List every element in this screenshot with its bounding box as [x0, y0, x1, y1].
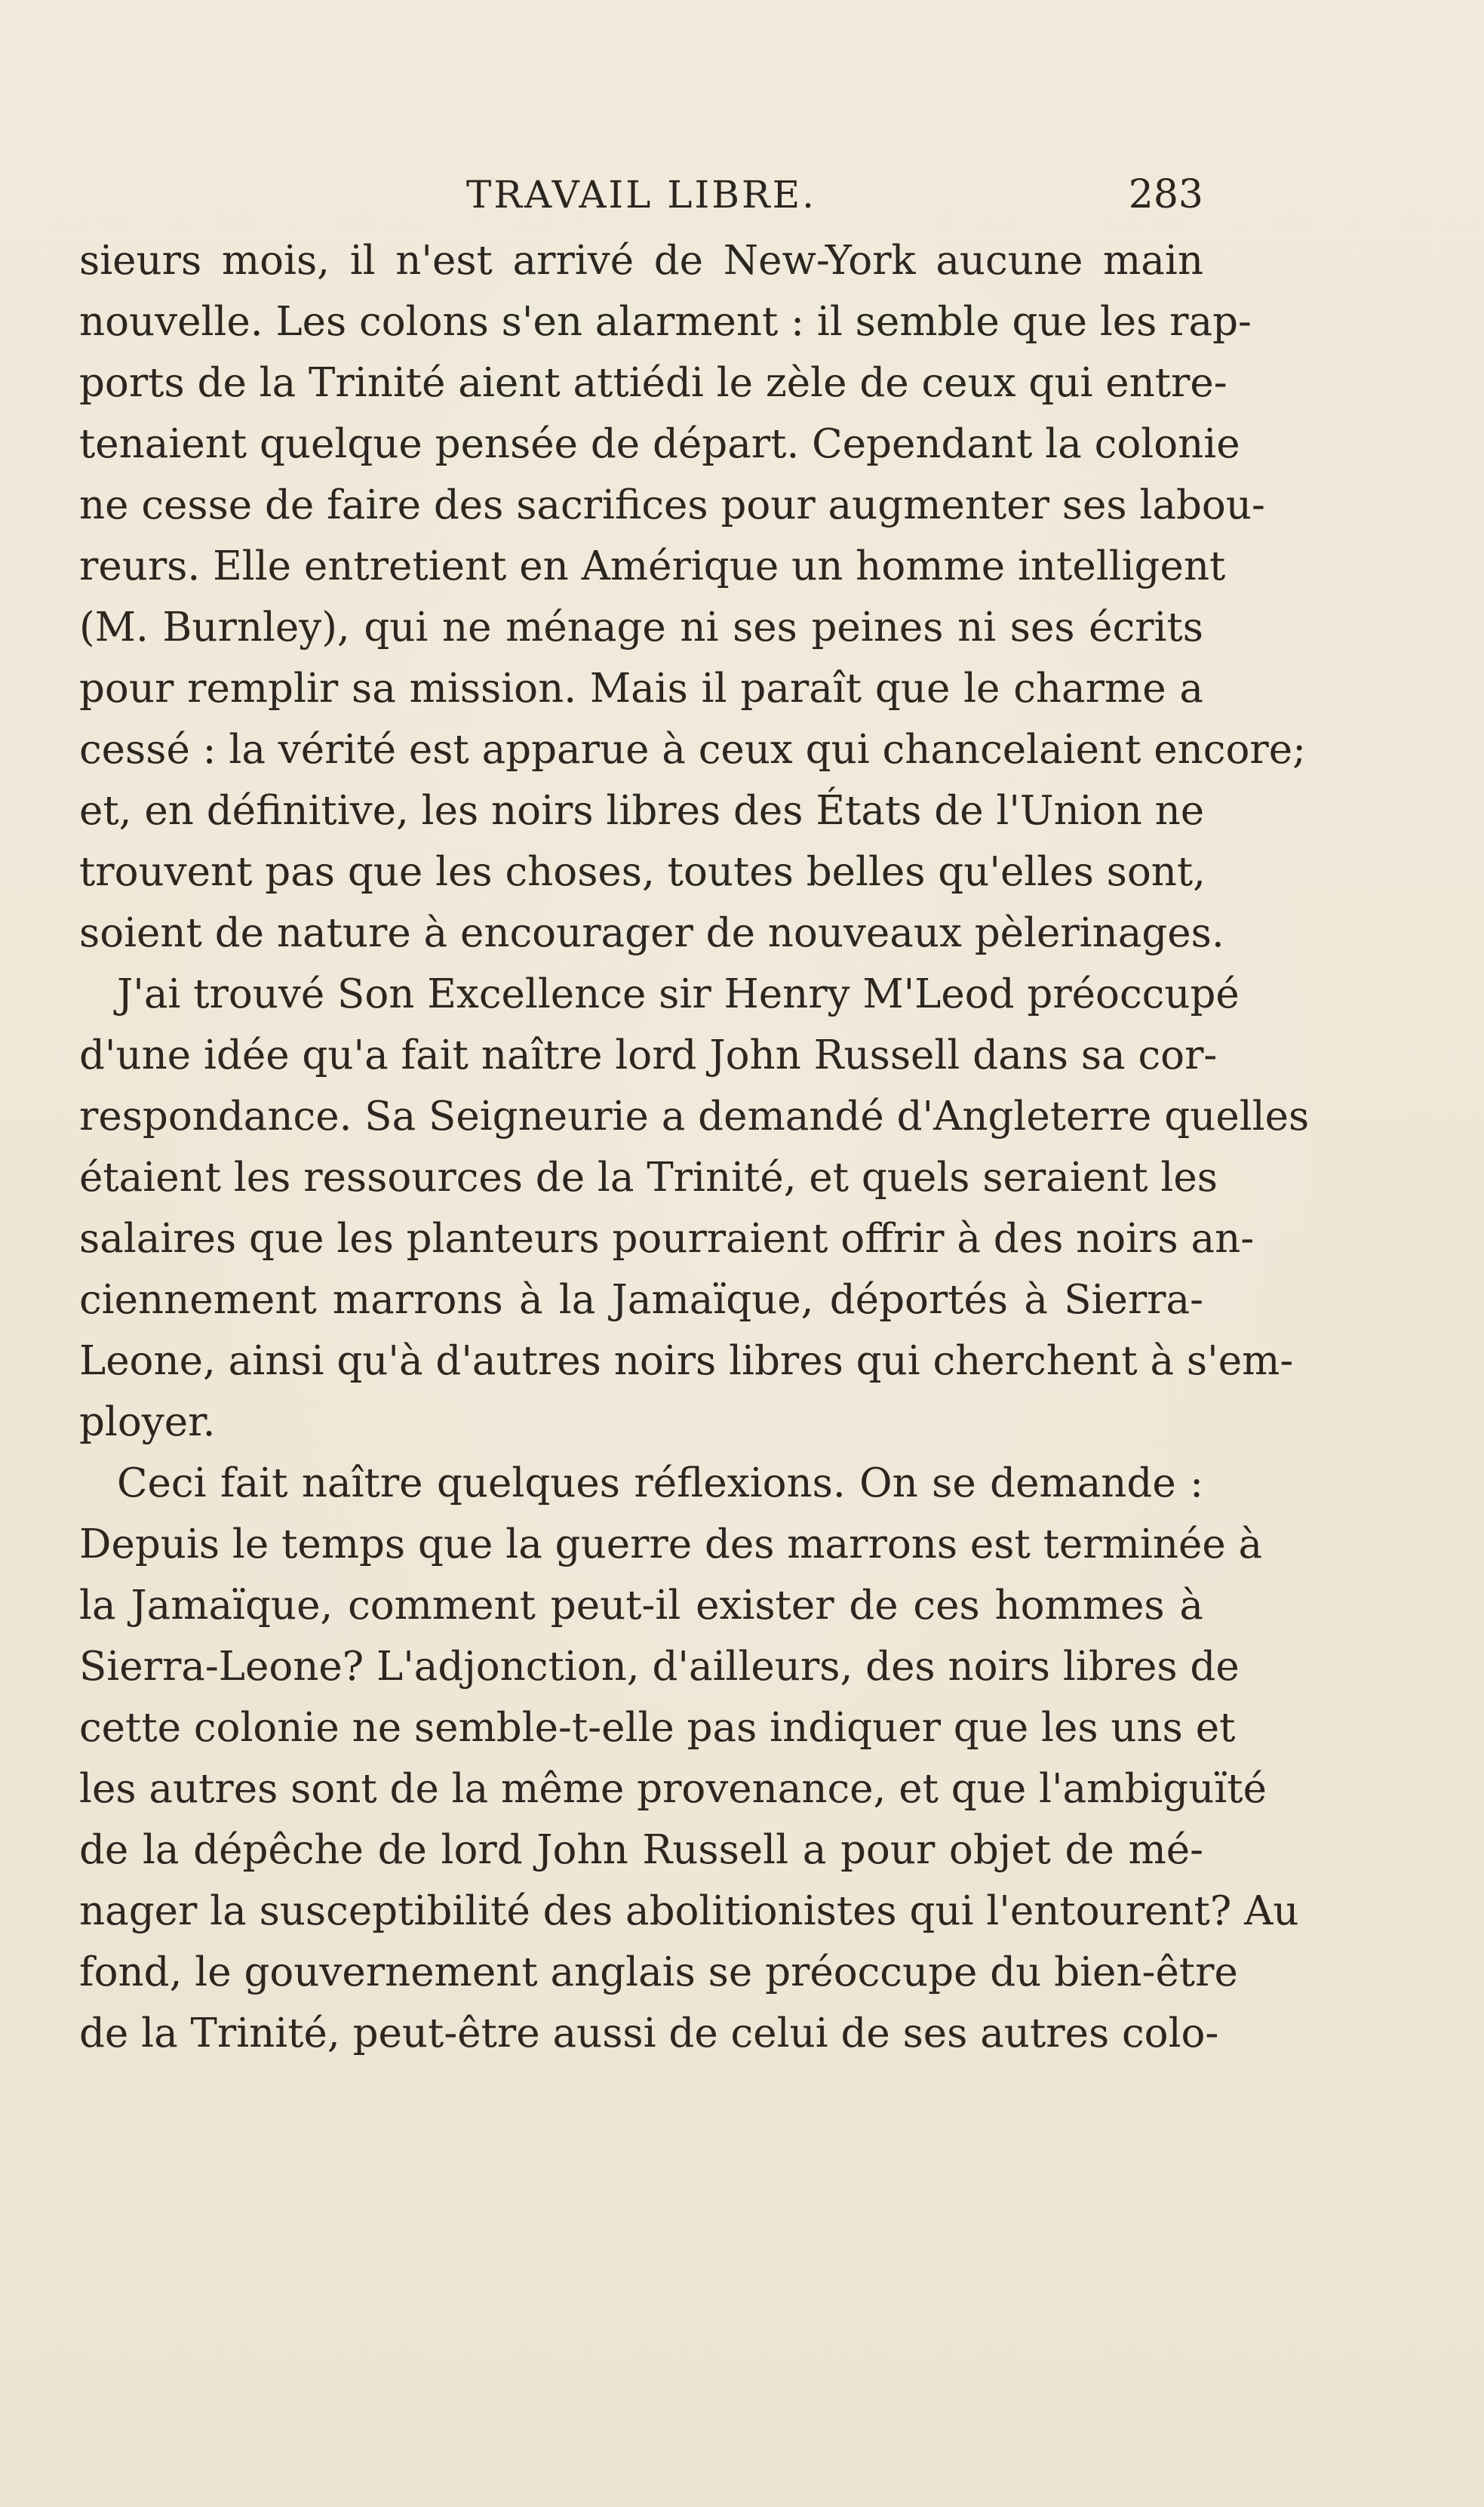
page-header: [79, 172, 1203, 217]
text-line: Ceci fait naître quelques réflexions. On se demande :: [117, 1460, 1203, 1506]
text-line: reurs. Elle entretient en Amérique un homme intelligent: [79, 543, 1226, 589]
text-line: ployer.: [79, 1399, 216, 1445]
page-number: 283: [1128, 172, 1203, 217]
text-line: cette colonie ne semble-t-elle pas indiquer que les uns et: [79, 1705, 1236, 1751]
text-line: les autres sont de la même provenance, et que l'ambiguïté: [79, 1766, 1267, 1812]
text-line: salaires que les planteurs pourraient offrir à des noirs an-: [79, 1216, 1255, 1262]
body-text: [79, 230, 1310, 2064]
text-line: pour remplir sa mission. Mais il paraît que le charme a: [79, 666, 1203, 712]
text-line: (M. Burnley), qui ne ménage ni ses peines ni ses écrits: [79, 604, 1203, 651]
text-line: d'une idée qu'a fait naître lord John Russell dans sa cor-: [79, 1032, 1218, 1078]
text-line: tenaient quelque pensée de départ. Cependant la colonie: [79, 421, 1240, 467]
text-line: soient de nature à encourager de nouveaux pèlerinages.: [79, 910, 1224, 956]
text-line: étaient les ressources de la Trinité, et quels seraient les: [79, 1155, 1218, 1201]
text-line: Depuis le temps que la guerre des marrons est terminée à: [79, 1521, 1263, 1567]
text-line: ciennement marrons à la Jamaïque, déportés à Sierra-: [79, 1277, 1203, 1323]
text-line: cessé : la vérité est apparue à ceux qui chancelaient encore;: [79, 727, 1306, 773]
text-line: nager la susceptibilité des abolitionistes qui l'entourent? Au: [79, 1888, 1299, 1934]
text-line: Leone, ainsi qu'à d'autres noirs libres qui cherchent à s'em-: [79, 1338, 1294, 1384]
text-line: fond, le gouvernement anglais se préoccupe du bien-être: [79, 1949, 1238, 1995]
text-line: trouvent pas que les choses, toutes belles qu'elles sont,: [79, 849, 1206, 895]
text-line: et, en définitive, les noirs libres des États de l'Union ne: [79, 788, 1205, 834]
text-line: Sierra-Leone? L'adjonction, d'ailleurs, des noirs libres de: [79, 1644, 1240, 1690]
text-line: J'ai trouvé Son Excellence sir Henry M'Leod préoccupé: [117, 971, 1240, 1017]
text-line: ports de la Trinité aient attiédi le zèle de ceux qui entre-: [79, 360, 1227, 406]
text-line: sieurs mois, il n'est arrivé de New-York aucune main: [79, 238, 1203, 284]
text-line: la Jamaïque, comment peut-il exister de ces hommes à: [79, 1583, 1203, 1629]
text-line: respondance. Sa Seigneurie a demandé d'Angleterre quelles: [79, 1094, 1310, 1140]
text-line: de la dépêche de lord John Russell a pour objet de mé-: [79, 1827, 1203, 1873]
text-line: de la Trinité, peut-être aussi de celui de ses autres colo-: [79, 2010, 1219, 2056]
text-line: nouvelle. Les colons s'en alarment : il semble que les rap-: [79, 299, 1252, 345]
text-line: ne cesse de faire des sacrifices pour augmenter ses labou-: [79, 482, 1265, 528]
running-title: TRAVAIL LIBRE.: [465, 173, 817, 217]
